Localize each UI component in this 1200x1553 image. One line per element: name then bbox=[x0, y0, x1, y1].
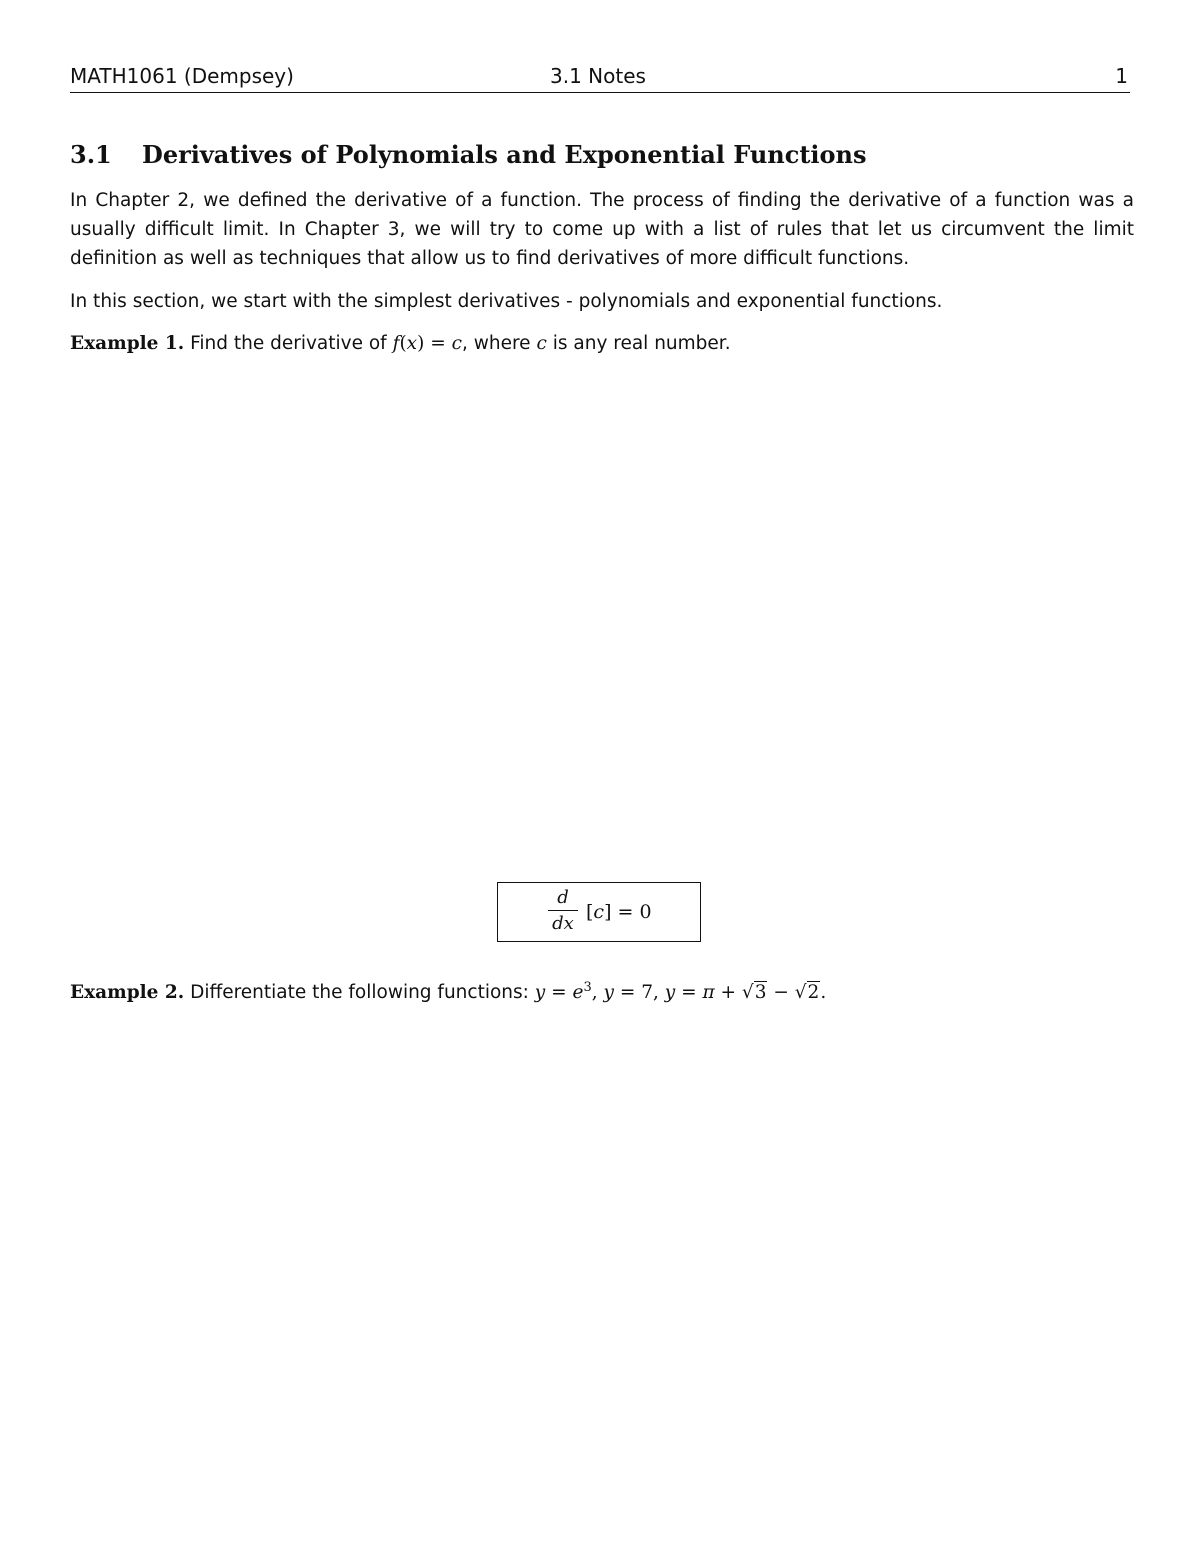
math-period: . bbox=[820, 982, 827, 1004]
math-e: e bbox=[572, 982, 584, 1004]
example-2-label: Example 2. bbox=[70, 982, 185, 1004]
math-equals: = bbox=[424, 333, 452, 354]
math-eq-3: = bbox=[675, 982, 703, 1004]
example-1-text-c: is any real number. bbox=[552, 333, 731, 354]
page-header bbox=[70, 62, 1130, 93]
bracket-open: [ bbox=[586, 901, 594, 923]
fraction-denominator: dx bbox=[552, 913, 574, 934]
math-sep-1: , bbox=[591, 982, 604, 1004]
math-sqrt-3: 3 bbox=[754, 982, 767, 1004]
rule-var: c bbox=[593, 901, 605, 923]
math-y-3: y bbox=[664, 982, 676, 1004]
math-eq-2: = 7, bbox=[613, 982, 665, 1004]
math-x: x bbox=[406, 333, 418, 354]
math-c-2: c bbox=[536, 333, 547, 354]
math-c: c bbox=[451, 333, 462, 354]
example-1-text-b: , where bbox=[461, 333, 531, 354]
example-1 bbox=[70, 329, 731, 358]
math-y-2: y bbox=[603, 982, 614, 1004]
math-minus-sqrt: − √ bbox=[767, 982, 807, 1004]
example-1-label: Example 1. bbox=[70, 333, 185, 354]
intro-paragraph: In Chapter 2, we defined the derivative of a function. The process of finding the derivative of a function was a usually difficult limit. In Chapter 3, we will try to come up with a list of rules that let us circumvent the limit definition as well as techniques that allow us to find derivatives of more difficult functions. bbox=[70, 190, 1134, 269]
math-f: f bbox=[392, 333, 400, 354]
section-paragraph: In this section, we start with the simplest derivatives - polynomials and exponential functions. bbox=[70, 291, 943, 312]
course-name: MATH1061 (Dempsey) bbox=[70, 64, 294, 88]
math-paren-open: ( bbox=[399, 333, 407, 354]
derivative-fraction bbox=[548, 887, 578, 935]
math-y-1: y bbox=[534, 982, 546, 1004]
section-title: Derivatives of Polynomials and Exponential Functions bbox=[142, 140, 867, 169]
math-exponent: 3 bbox=[583, 980, 592, 995]
example-1-text-a: Find the derivative of bbox=[190, 333, 387, 354]
section-number: 3.1 bbox=[70, 140, 112, 169]
section-heading bbox=[70, 140, 867, 169]
rule-result: = 0 bbox=[611, 901, 652, 923]
example-2 bbox=[70, 973, 826, 1007]
bracket-close: ] bbox=[604, 901, 612, 923]
example-2-text: Differentiate the following functions: bbox=[190, 982, 529, 1004]
math-pi: π bbox=[702, 982, 715, 1004]
fraction-numerator: d bbox=[557, 887, 569, 908]
math-plus-sqrt: + √ bbox=[714, 982, 754, 1004]
math-paren-close: ) bbox=[417, 333, 425, 354]
rule-expression bbox=[586, 901, 652, 923]
page-number: 1 bbox=[1115, 64, 1128, 88]
math-sqrt-2: 2 bbox=[807, 982, 820, 1004]
constant-rule-box bbox=[497, 882, 701, 942]
math-eq-1: = bbox=[545, 982, 573, 1004]
fraction-bar bbox=[548, 910, 578, 911]
notes-title: 3.1 Notes bbox=[550, 64, 646, 88]
